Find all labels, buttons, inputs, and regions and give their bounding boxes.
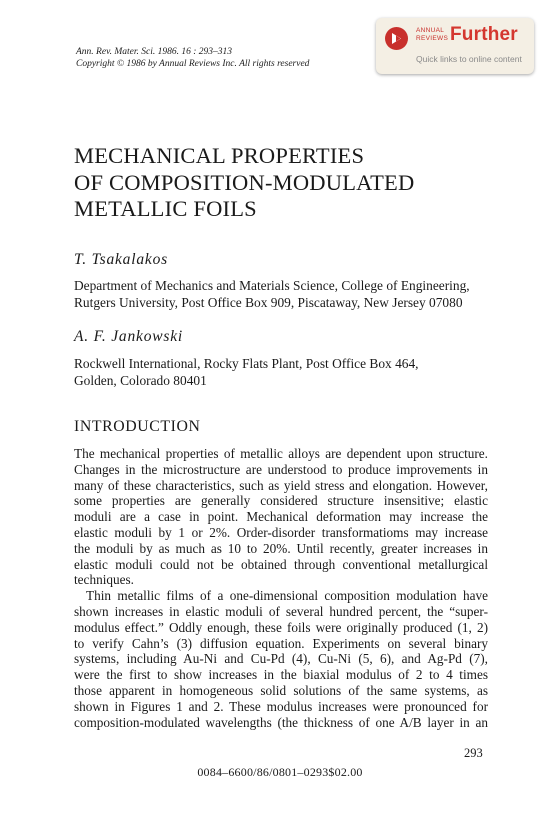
page-number: 293 bbox=[464, 746, 483, 760]
body-line: The mechanical properties of metallic alloys are dependent upon structure. bbox=[74, 446, 488, 461]
body-line: Changes in the microstructure are understood to produce improvements in bbox=[74, 461, 488, 477]
body-line: techniques. bbox=[74, 572, 134, 588]
body-line: the moduli by as much as 10 to 20%. Until recently, greater increases in bbox=[74, 540, 488, 556]
body-line: to verify Cahn’s (3) diffusion equation. Experiments on several binary bbox=[74, 635, 488, 651]
journal-citation-line: Ann. Rev. Mater. Sci. 1986. 16 : 293–313 bbox=[76, 47, 233, 57]
annual-reviews-logo-icon bbox=[385, 27, 408, 50]
article-title bbox=[74, 143, 414, 223]
title-line: MECHANICAL PROPERTIES bbox=[74, 143, 365, 168]
body-line: shown increases in elastic moduli of several hundred percent, the “super- bbox=[74, 603, 488, 619]
body-line: elastic moduli by 1 or 2%. Order-disorder transformatioms may increase bbox=[74, 524, 488, 540]
further-label: Further bbox=[450, 24, 518, 45]
affiliation-line: Rutgers University, Post Office Box 909, Piscataway, New Jersey 07080 bbox=[74, 295, 463, 310]
body-line: composition-modulated wavelengths (the thickness of one A/B layer in an bbox=[74, 714, 488, 730]
copyright-line: Copyright © 1986 by Annual Reviews Inc. All rights reserved bbox=[76, 58, 310, 69]
annual-reviews-further-badge[interactable] bbox=[376, 18, 534, 74]
further-subtitle: Quick links to online content bbox=[416, 54, 522, 64]
body-line: moduli are a case in point. Mechanical deformation may increase the bbox=[74, 509, 488, 525]
affiliation-line: Department of Mechanics and Materials Science, College of Engineering, bbox=[74, 278, 470, 293]
body-line: shown in Figures 1 and 2. These modulus increases were pronounced for bbox=[74, 698, 488, 714]
price-code: 0084–6600/86/0801–0293$02.00 bbox=[197, 765, 363, 779]
section-heading: INTRODUCTION bbox=[74, 418, 201, 435]
affiliation-line: Rockwell International, Rocky Flats Plant, Post Office Box 464, bbox=[74, 356, 419, 371]
author-affiliation bbox=[74, 277, 470, 311]
title-line: OF COMPOSITION-MODULATED bbox=[74, 169, 415, 195]
title-line: METALLIC FOILS bbox=[74, 196, 257, 221]
body-line: many of these characteristics, such as yield stress and elongation. However, bbox=[74, 477, 488, 493]
author-name: T. Tsakalakos bbox=[74, 251, 168, 268]
body-text bbox=[74, 446, 488, 730]
body-line: systems, including Au-Ni and Cu-Pd (4), Cu-Ni (5, 6), and Ag-Pd (7), bbox=[74, 651, 488, 667]
body-line: elastic moduli could not be obtained through conventional metallurgical bbox=[74, 556, 488, 572]
body-line: were the first to show increases in the biaxial modulus of 2 to 4 times bbox=[74, 667, 488, 683]
body-line: some properties are generally considered structure insensitive; elastic bbox=[74, 493, 488, 509]
body-line: Thin metallic films of a one-dimensional composition modulation have bbox=[86, 588, 488, 604]
body-line: modulus effect.” Oddly enough, these foils were originally produced (1, 2) bbox=[74, 619, 488, 635]
annual-reviews-wordmark bbox=[416, 27, 448, 42]
journal-reference bbox=[76, 47, 309, 70]
body-line: those apparent in homogeneous solid solutions of the same systems, as bbox=[74, 682, 488, 698]
author-name: A. F. Jankowski bbox=[74, 328, 184, 345]
author-affiliation bbox=[74, 355, 419, 389]
annual-label: ANNUAL bbox=[416, 27, 445, 34]
affiliation-line: Golden, Colorado 80401 bbox=[74, 373, 207, 388]
reviews-label: REVIEWS bbox=[416, 34, 449, 42]
